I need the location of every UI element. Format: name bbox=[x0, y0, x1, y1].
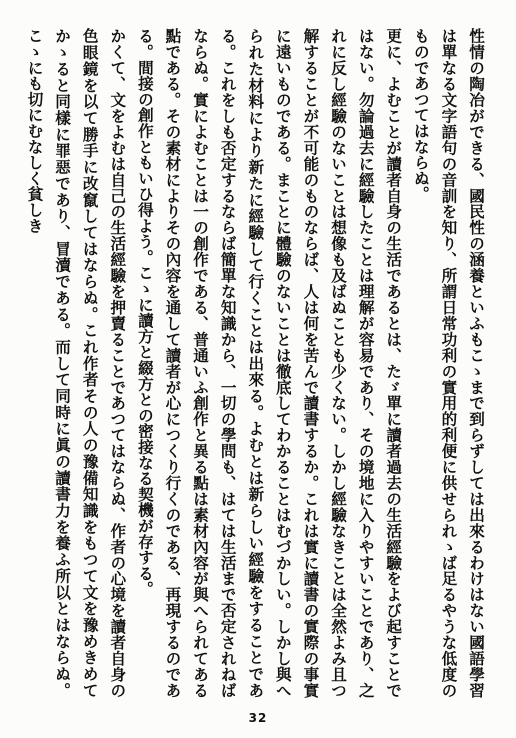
page-number: 32 bbox=[248, 711, 268, 725]
vertical-text-block bbox=[20, 28, 490, 698]
paragraph-2: 更に、よむことが讀者自身の生活であるとは、たゞ單に讀者過去の生活經驗をよび起すことではない。勿論過去に經驗したことは理解が容易であり、その境地に入りやすいことであり、之れに反し經驗のないことは想像も及ばぬことも少くない。しかし經驗なきことは全然よみ且つ解することが不可能のものならば、人は何を苦んで讀書するか。これは實に讀書の實際の事實に遠いものである。まことに體驗のないことは徹底してわかることはむづかしい。しかし與へられた材料により新たに經驗して行くことは出來る。よむとは新らしい經驗をすることである。これをしも否定するならば簡單な知識から、一切の學問も、はては生活まで否定されねばならぬ。實によむことは一の創作である、普通いふ創作と異る點は素材內容が與へられてある點である。その素材によりその內容を通して讀者が心につくり行くのである、再現するのである。間接の創作ともいひ得よう。こゝに讀方と綴方との密接なる契機が存する。 bbox=[135, 28, 404, 698]
paragraph-3: かくて、文をよむは自己の生活經驗を押賣ることであつてはならぬ、作者の心境を讀者自身の色眼鏡を以て勝手に改竄してはならぬ。これ作者その人の豫備知識をもつて文を豫めきめてかゝると同樣に罪惡であり、冒瀆である。而して同時に眞の讀書力を養ふ所以とはならぬ。こゝにも切にむなしく貧しき bbox=[25, 28, 128, 698]
paragraph-1: 性情の陶冶ができる、國民性の涵養といふもこゝまで到らずしては出來るわけはない國語學習は單なる文字語句の音訓を知り、所謂日常功利の實用的利便に供せられゝば足るやうな低度のものであつてはならぬ。 bbox=[411, 28, 486, 698]
